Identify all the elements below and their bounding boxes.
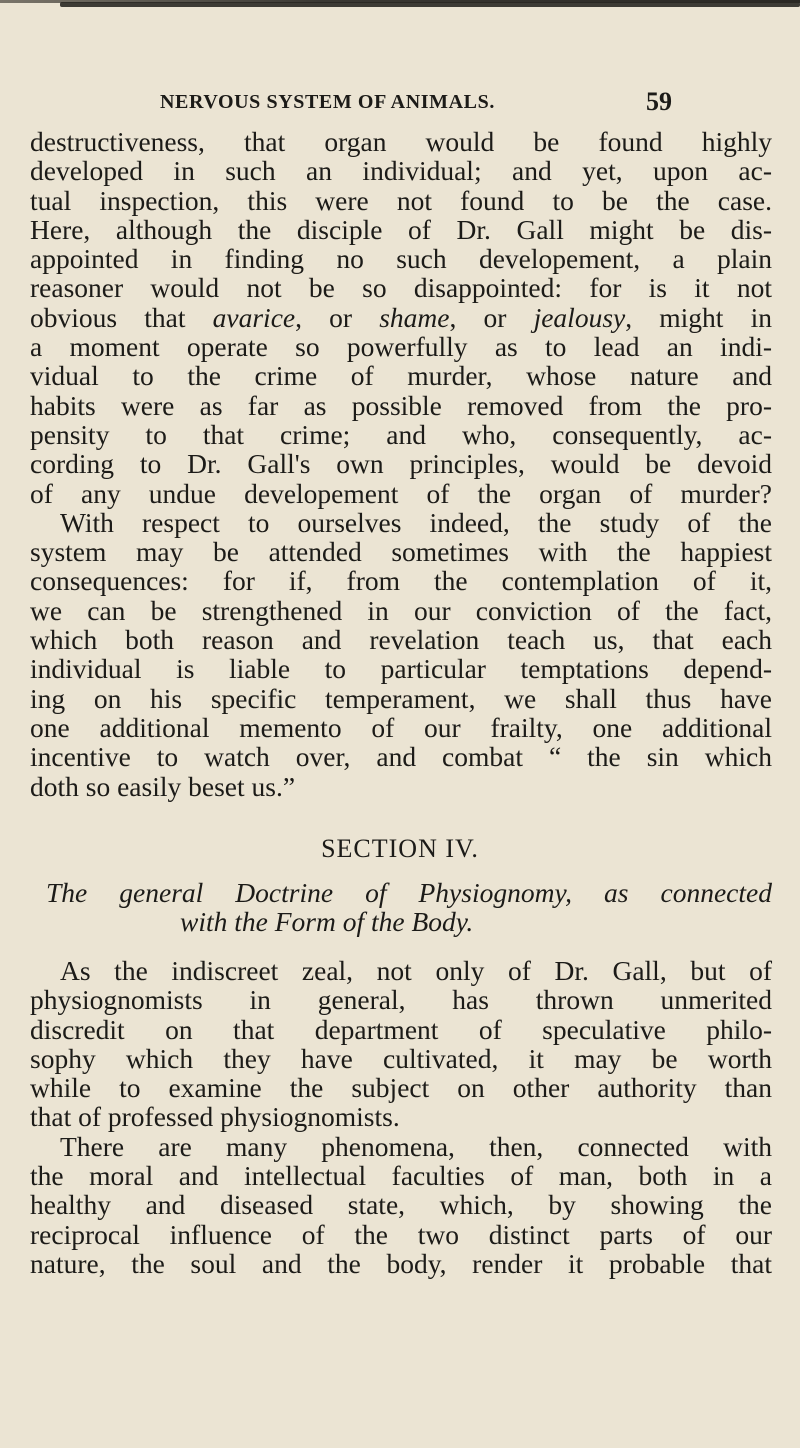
text-line: of any undue developement of the organ of murder?	[30, 477, 772, 509]
page-top-rule	[60, 2, 800, 7]
text-line: With respect to ourselves indeed, the study of the	[60, 506, 772, 538]
text-line: destructiveness, that organ would be found highly	[30, 126, 772, 157]
section-subtitle	[30, 878, 772, 937]
page-number: 59	[646, 87, 672, 116]
text-line: There are many phenomena, then, connected with	[60, 1130, 772, 1162]
text-line: habits were as far as possible removed from the pro-	[30, 389, 772, 421]
section-heading: SECTION IV.	[321, 834, 479, 863]
text-line: while to examine the subject on other authority than	[30, 1072, 772, 1104]
section-text-block	[30, 956, 772, 1278]
text-line: reasoner would not be so disappointed: for is it not	[30, 272, 772, 304]
paragraph-3	[30, 956, 772, 1132]
text-line: nature, the soul and the body, render it probable that	[30, 1247, 772, 1279]
text-line: developed in such an individual; and yet, upon ac-	[30, 155, 772, 187]
text-line: we can be strengthened in our conviction of the fact,	[30, 594, 772, 626]
text-line: consequences: for if, from the contemplation of it,	[30, 565, 772, 597]
section-subtitle-line-1: The general Doctrine of Physiognomy, as connected	[46, 877, 772, 908]
text-line: As the indiscreet zeal, not only of Dr. Gall, but of	[60, 955, 772, 986]
text-line: cording to Dr. Gall's own principles, would be devoid	[30, 448, 772, 480]
paragraph-4	[30, 1132, 772, 1278]
text-line: system may be attended sometimes with the happiest	[30, 536, 772, 568]
text-line: physiognomists in general, has thrown unmerited	[30, 984, 772, 1016]
page-header	[0, 89, 800, 123]
text-line: vidual to the crime of murder, whose nature and	[30, 360, 772, 392]
text-line: which both reason and revelation teach us, that each	[30, 624, 772, 656]
text-line: Here, although the disciple of Dr. Gall might be dis-	[30, 213, 772, 245]
text-line: doth so easily beset us.”	[30, 770, 296, 802]
text-line: incentive to watch over, and combat “ the sin which	[30, 741, 772, 773]
text-line: sophy which they have cultivated, it may be worth	[30, 1042, 772, 1074]
text-line: individual is liable to particular temptations depend-	[30, 653, 772, 685]
text-line: appointed in finding no such developement, a plain	[30, 243, 772, 275]
paragraph-2	[30, 508, 772, 801]
text-line: healthy and diseased state, which, by showing the	[30, 1189, 772, 1221]
text-line: one additional memento of our frailty, one additional	[30, 711, 772, 743]
text-line: ing on his specific temperament, we shall thus have	[30, 682, 772, 714]
paragraph-1	[30, 127, 772, 508]
text-line: that of professed physiognomists.	[30, 1101, 400, 1133]
running-head: NERVOUS SYSTEM OF ANIMALS.	[160, 91, 495, 113]
text-line: the moral and intellectual faculties of man, both in a	[30, 1160, 772, 1192]
text-line-with-italics: obvious that avarice, or shame, or jealousy, might in	[30, 301, 772, 333]
text-line: discredit on that department of speculative philo-	[30, 1013, 772, 1045]
text-line: pensity to that crime; and who, consequently, ac-	[30, 418, 772, 450]
text-line: a moment operate so powerfully as to lead an indi-	[30, 331, 772, 363]
text-line: reciprocal influence of the two distinct parts of our	[30, 1218, 772, 1250]
main-text-block	[30, 127, 772, 801]
text-line: tual inspection, this were not found to be the case.	[30, 184, 772, 216]
section-subtitle-line-2: with the Form of the Body.	[180, 906, 474, 938]
